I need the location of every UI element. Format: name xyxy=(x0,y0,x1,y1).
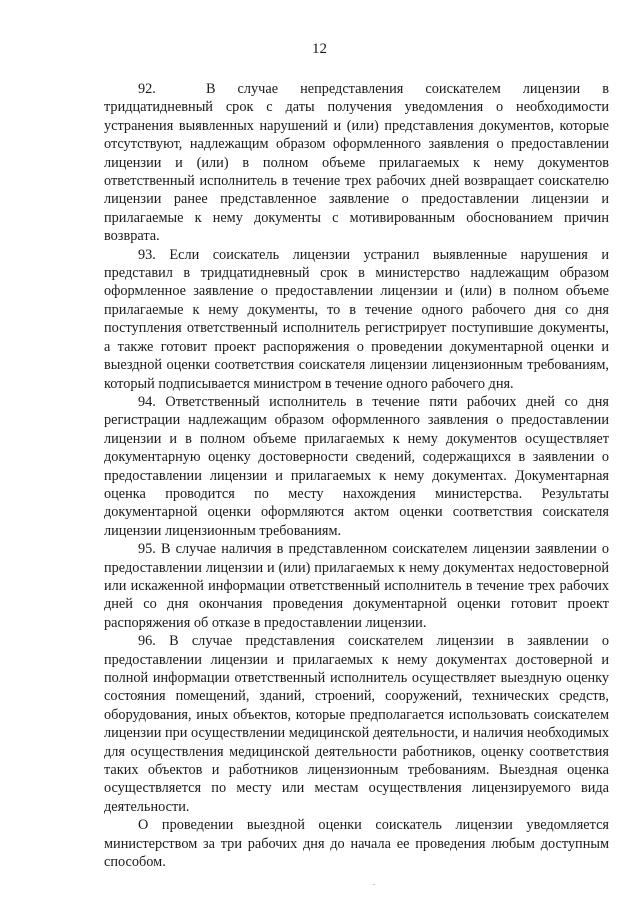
page-number: 12 xyxy=(312,41,327,57)
paragraph-text: В случае непредставления соискателем лицензии в тридцатидневный срок с даты получения уведомления о необходимости устранения выявленных нарушений и (или) представления документов, которые отсутствуют, надлежащим образом оформленного заявления о предоставлении лицензии и (или) в полном объеме прилагаемых к нему документов ответственный исполнитель в течение трех рабочих дней возвращает соискателю лицензии ранее представленное заявление о предоставлении лицензии и прилагаемые к нему документы с мотивированным обоснованием причин возврата. xyxy=(104,81,609,245)
paragraph-number: 93. xyxy=(138,246,156,263)
paragraph-94 xyxy=(104,393,609,540)
paragraph-text: Ответственный исполнитель в течение пяти рабочих дней со дня регистрации надлежащим образом оформленного заявления о предоставлении лицензии и в полном объеме прилагаемых к нему документов осуществляет документарную оценку достоверности сведений, содержащихся в заявлении о предоставлении лицензии и прилагаемых к нему документах. Документарная оценка проводится по месту нахождения министерства. Результаты документарной оценки оформляются актом оценки соответствия соискателя лицензии лицензионным требованиям. xyxy=(104,393,609,539)
paragraph-95 xyxy=(104,540,609,632)
paragraph-text: В случае наличия в представленном соискателем лицензии заявлении о предоставлении лицензии и (или) прилагаемых к нему документах недостоверной или искаженной информации ответственный исполнитель в течение трех рабочих дней со дня окончания проведения документарной оценки готовит проект распоряжения об отказе в предоставлении лицензии. xyxy=(104,541,609,631)
document-body xyxy=(104,80,609,871)
paragraph-96-continuation xyxy=(104,816,609,871)
paragraph-92 xyxy=(104,80,609,246)
paragraph-text: Если соискатель лицензии устранил выявленные нарушения и представил в тридцатидневный срок в министерство надлежащим образом оформленное заявление о предоставлении лицензии и (или) в полном объеме прилагаемые к нему документы, то в течение одного рабочего дня со дня поступления ответственный исполнитель регистрирует поступившие документы, а также готовит проект распоряжения о проведении документарной оценки и выездной оценки соответствия соискателя лицензии лицензионным требованиям, который подписывается министром в течение одного рабочего дня. xyxy=(104,246,609,392)
paragraph-93 xyxy=(104,246,609,393)
paragraph-number: 95. xyxy=(138,541,156,558)
paragraph-96 xyxy=(104,632,609,816)
scan-speck xyxy=(373,884,375,885)
paragraph-text: В случае представления соискателем лицензии в заявлении о предоставлении лицензии и прилагаемых к нему документах достоверной и полной информации ответственный исполнитель осуществляет выездную оценку состояния помещений, зданий, строений, сооружений, технических средств, оборудования, иных объектов, которые предполагается использовать соискателем лицензии при осуществлении медицинской деятельности, и наличия необходимых для осуществления медицинской деятельности работников, оценку соответствия таких объектов и работников лицензионным требованиям. Выездная оценка осуществляется по месту или местам осуществления лицензируемого вида деятельности. xyxy=(104,633,610,815)
paragraph-number: 92. xyxy=(138,81,156,97)
paragraph-number: 94. xyxy=(138,393,156,410)
paragraph-number: 96. xyxy=(138,633,156,650)
paragraph-text: О проведении выездной оценки соискатель лицензии уведомляется министерством за три рабочих дня до начала ее проведения любым доступным способом. xyxy=(104,817,609,871)
